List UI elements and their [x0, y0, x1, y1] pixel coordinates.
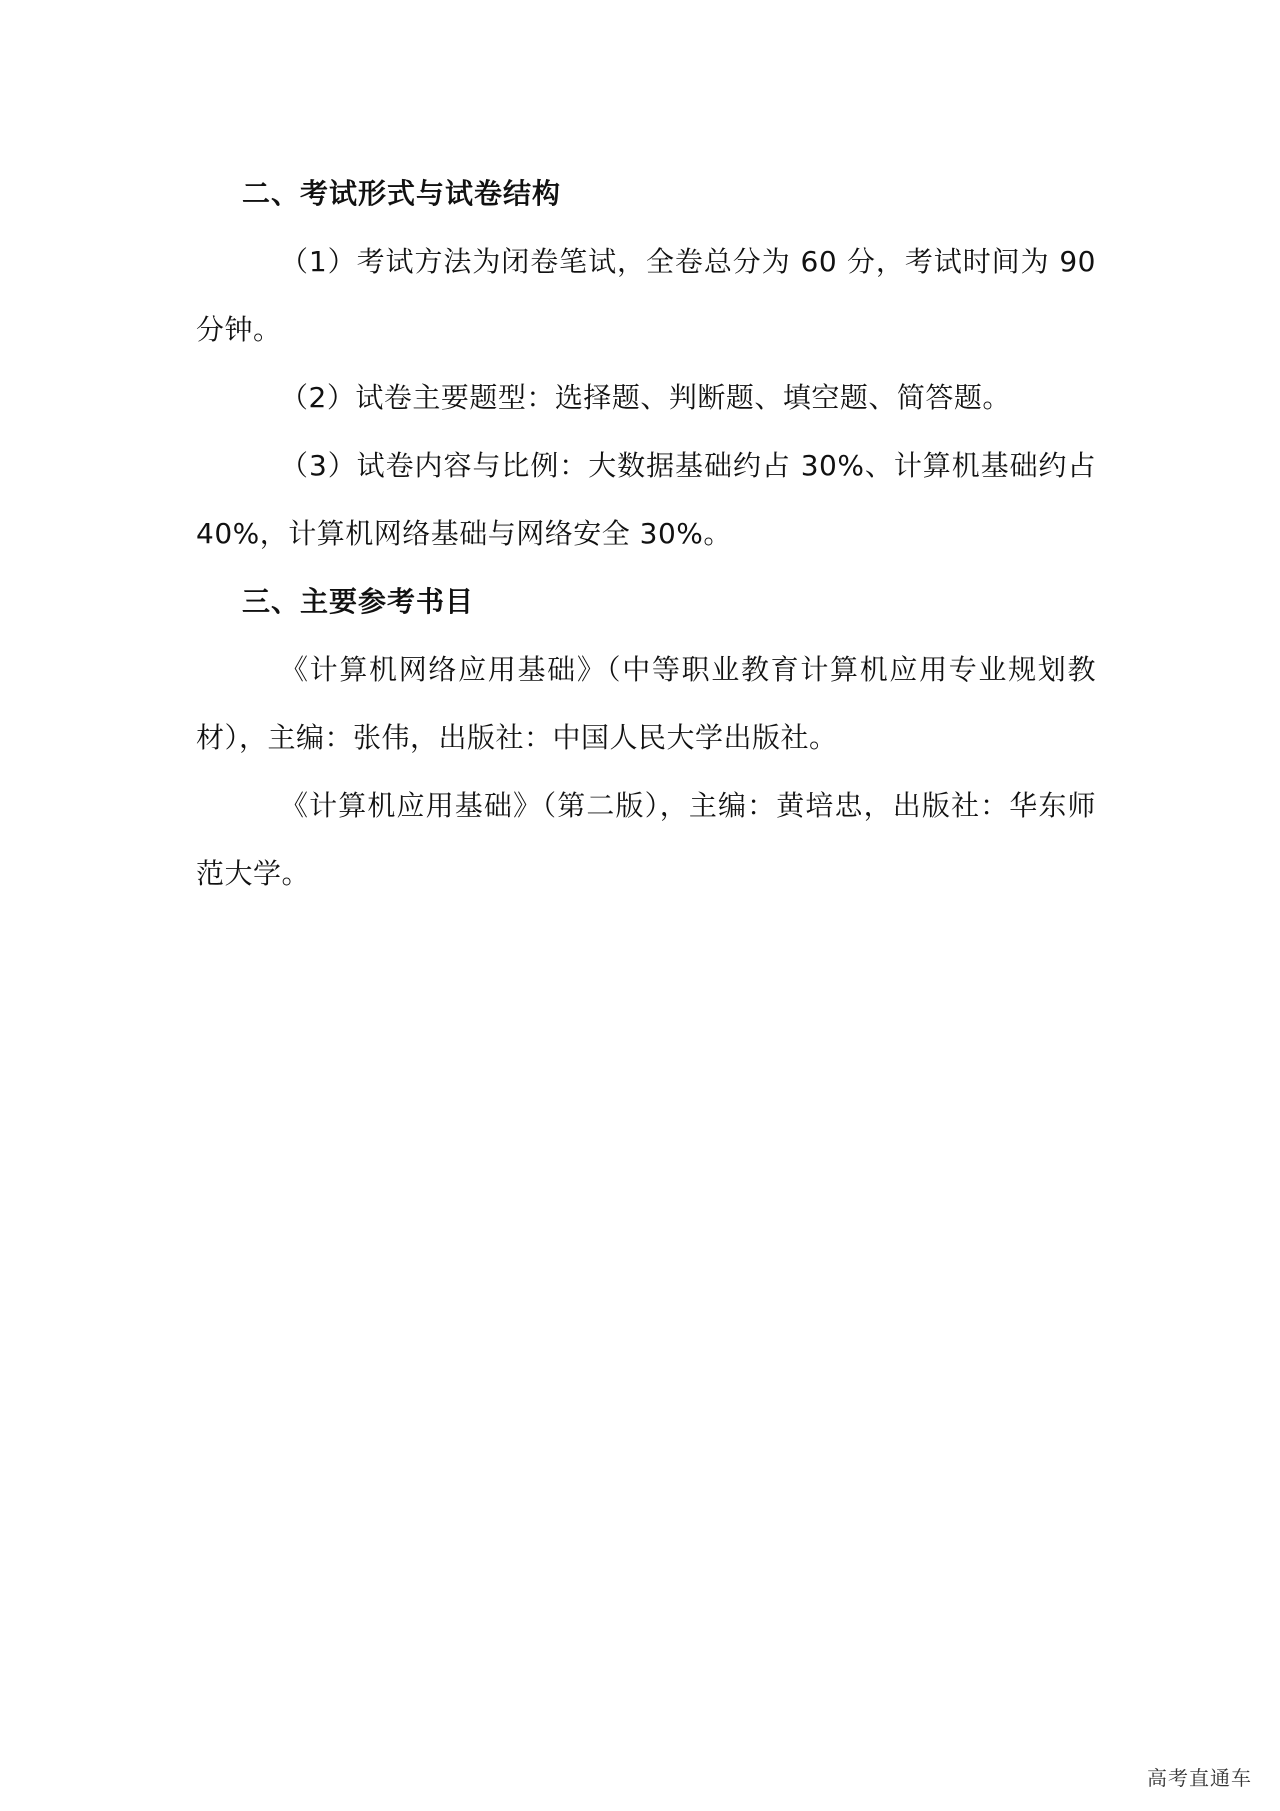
paragraph-reference-book-2: 《计算机应用基础》（第二版），主编：黄培忠，出版社：华东师范大学。 [196, 789, 1096, 890]
paragraph-reference-book-1: 《计算机网络应用基础》（中等职业教育计算机应用专业规划教材），主编：张伟，出版社：中国人民大学出版社。 [196, 653, 1096, 754]
paragraph-question-types: （2）试卷主要题型：选择题、判断题、填空题、简答题。 [280, 381, 1011, 414]
watermark-text: 高考直通车 [1147, 1766, 1252, 1790]
document-page [196, 160, 1096, 908]
section-heading-references: 三、主要参考书目 [242, 585, 475, 618]
paragraph-exam-method: （1）考试方法为闭卷笔试，全卷总分为 60 分，考试时间为 90 分钟。 [196, 245, 1096, 346]
paragraph-content-ratio: （3）试卷内容与比例：大数据基础约占 30%、计算机基础约占 40%，计算机网络基础与网络安全 30%。 [196, 449, 1096, 550]
section-heading-exam-format: 二、考试形式与试卷结构 [242, 177, 562, 210]
